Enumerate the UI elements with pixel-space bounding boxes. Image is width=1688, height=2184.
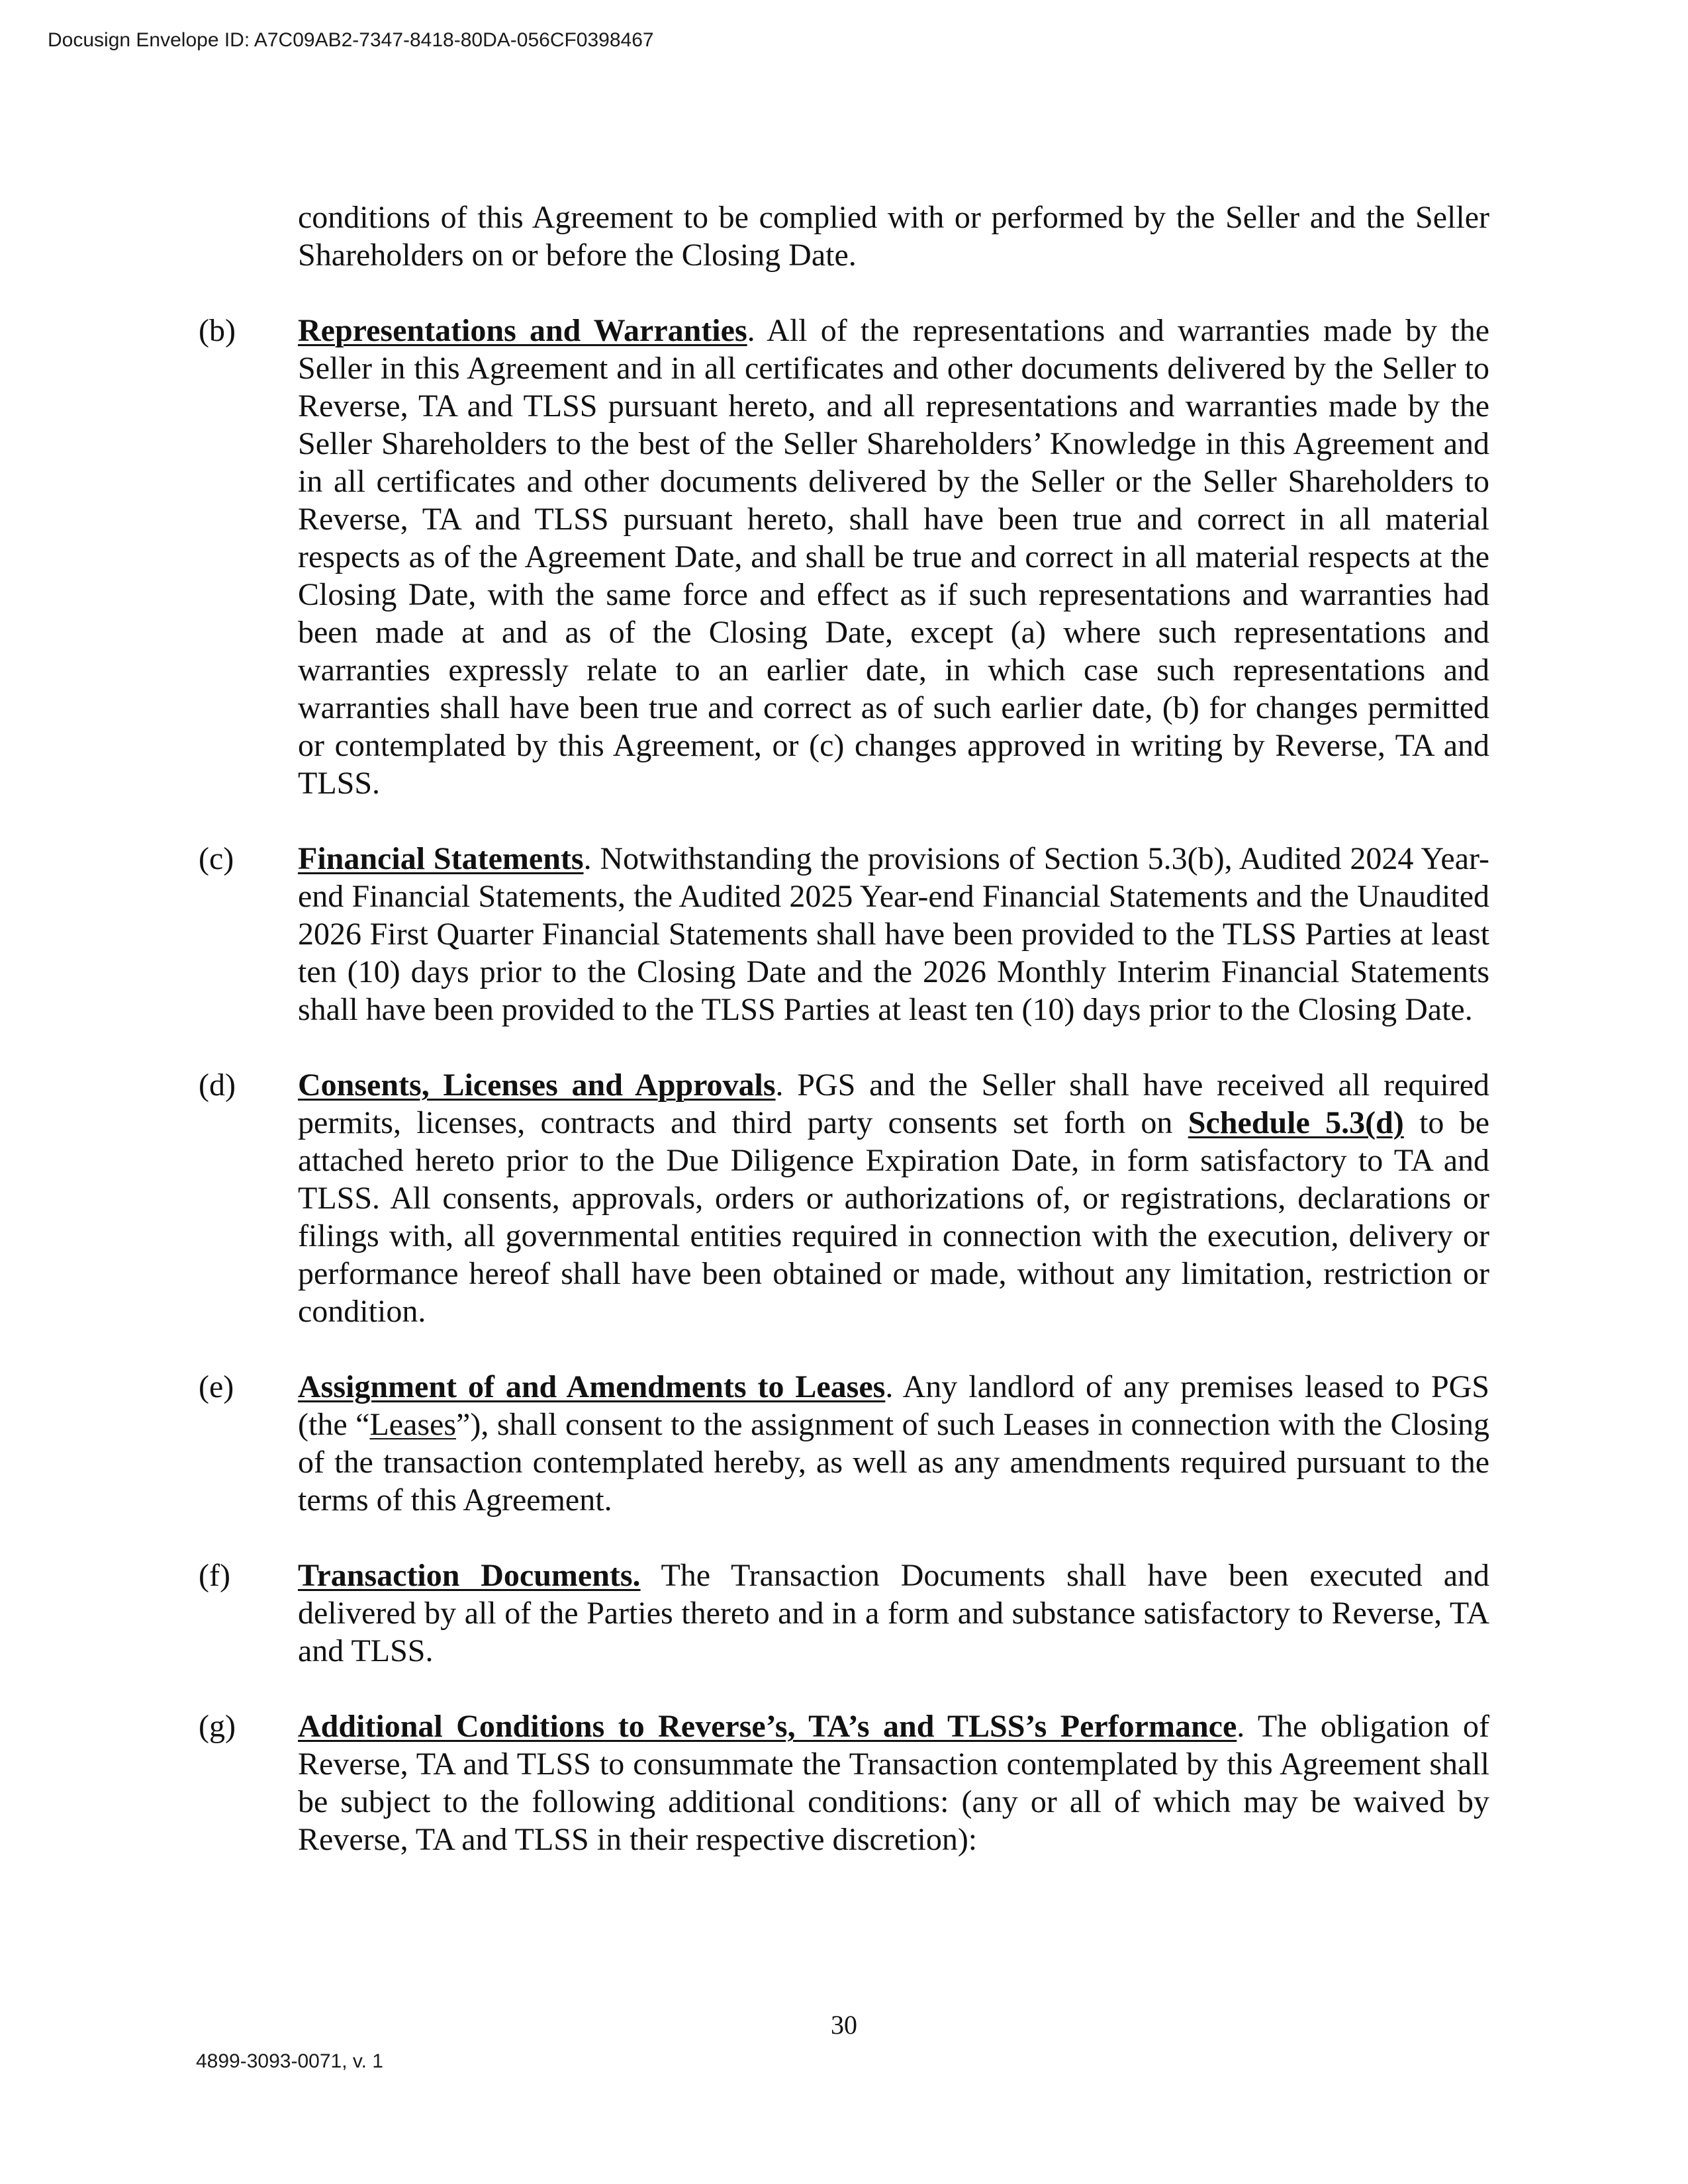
section-d-heading: Consents, Licenses and Approvals (298, 1068, 776, 1103)
section-c (199, 840, 1490, 1028)
section-g-heading: Additional Conditions to Reverse’s, TA’s and TLSS’s Performance (298, 1709, 1237, 1744)
section-b-heading: Representations and Warranties (298, 313, 747, 348)
section-b-text (298, 312, 1489, 802)
document-body (0, 199, 1688, 1858)
section-d-body-part1: . PGS and the Seller shall have received all required permits, licenses, contracts and third party consents set forth on (298, 1068, 1489, 1140)
section-c-text (298, 840, 1489, 1028)
section-c-body: . Notwithstanding the provisions of Section 5.3(b), Audited 2024 Year-end Financial Statements, the Audited 2025 Year-end Financial Statements and the Unaudited 2026 First Quarter Financial Statements shall have been provided to the TLSS Parties at least ten (10) days prior to the Closing Date and the 2026 Monthly Interim Financial Statements shall have been provided to the TLSS Parties at least ten (10) days prior to the Closing Date. (298, 841, 1490, 1027)
section-c-heading: Financial Statements (298, 841, 584, 876)
section-d-body-part2: to be attached hereto prior to the Due Diligence Expiration Date, in form satisfactory to TA and TLSS. All consents, approvals, orders or authorizations of, or registrations, declarations or filings with, all governmental entities required in connection with the execution, delivery or performance hereof shall have been obtained or made, without any limitation, restriction or condition. (298, 1105, 1490, 1329)
section-e-body-part2: ”), shall consent to the assignment of such Leases in connection with the Closing of the transaction contemplated hereby, as well as any amendments required pursuant to the terms of this Agreement. (298, 1407, 1489, 1518)
section-e-label: (e) (199, 1369, 234, 1404)
document-footer-id: 4899-3093-0071, v. 1 (196, 2050, 383, 2072)
docusign-envelope-id: Docusign Envelope ID: A7C09AB2-7347-8418-80DA-056CF0398467 (48, 29, 654, 51)
section-g-label: (g) (199, 1709, 236, 1744)
section-b-label: (b) (199, 313, 236, 348)
schedule-reference: Schedule 5.3(d) (1188, 1105, 1404, 1140)
section-g-text (298, 1707, 1489, 1858)
section-d (199, 1066, 1490, 1330)
section-e (199, 1368, 1489, 1519)
defined-term-leases: Leases (369, 1407, 457, 1442)
section-f-heading: Transaction Documents. (298, 1558, 641, 1593)
section-e-heading: Assignment of and Amendments to Leases (298, 1369, 886, 1404)
section-c-label: (c) (199, 841, 234, 876)
continuation-paragraph: conditions of this Agreement to be complied with or performed by the Seller and the Seller Shareholders on or before the Closing Date. (298, 200, 1489, 273)
section-g (199, 1707, 1490, 1858)
section-f-label: (f) (199, 1558, 230, 1593)
section-d-text (298, 1066, 1489, 1330)
section-b (199, 312, 1490, 802)
section-f-body: The Transaction Documents shall have been executed and delivered by all of the Parties thereto and in a form and substance satisfactory to Reverse, TA and TLSS. (298, 1558, 1490, 1668)
section-d-label: (d) (199, 1068, 236, 1103)
section-f-text (298, 1557, 1489, 1670)
section-f (199, 1557, 1490, 1670)
section-g-body: . The obligation of Reverse, TA and TLSS to consummate the Transaction contemplated by this Agreement shall be subject to the following additional conditions: (any or all of which may be waived by Reverse, TA and TLSS in their respective discretion): (298, 1709, 1490, 1857)
page-number: 30 (831, 2010, 857, 2040)
section-e-text (298, 1368, 1489, 1519)
section-e-body-part1: . Any landlord of any premises leased to PGS (the “ (298, 1369, 1489, 1442)
section-b-body: . All of the representations and warranties made by the Seller in this Agreement and in all certificates and other documents delivered by the Seller to Reverse, TA and TLSS pursuant hereto, and all representations and warranties made by the Seller Shareholders to the best of the Seller Shareholders’ Knowledge in this Agreement and in all certificates and other documents delivered by the Seller or the Seller Shareholders to Reverse, TA and TLSS pursuant hereto, shall have been true and correct in all material respects as of the Agreement Date, and shall be true and correct in all material respects at the Closing Date, with the same force and effect as if such representations and warranties had been made at and as of the Closing Date, except (a) where such representations and warranties expressly relate to an earlier date, in which case such representations and warranties shall have been true and correct as of such earlier date, (b) for changes permitted or contemplated by this Agreement, or (c) changes approved in writing by Reverse, TA and TLSS. (298, 313, 1490, 801)
